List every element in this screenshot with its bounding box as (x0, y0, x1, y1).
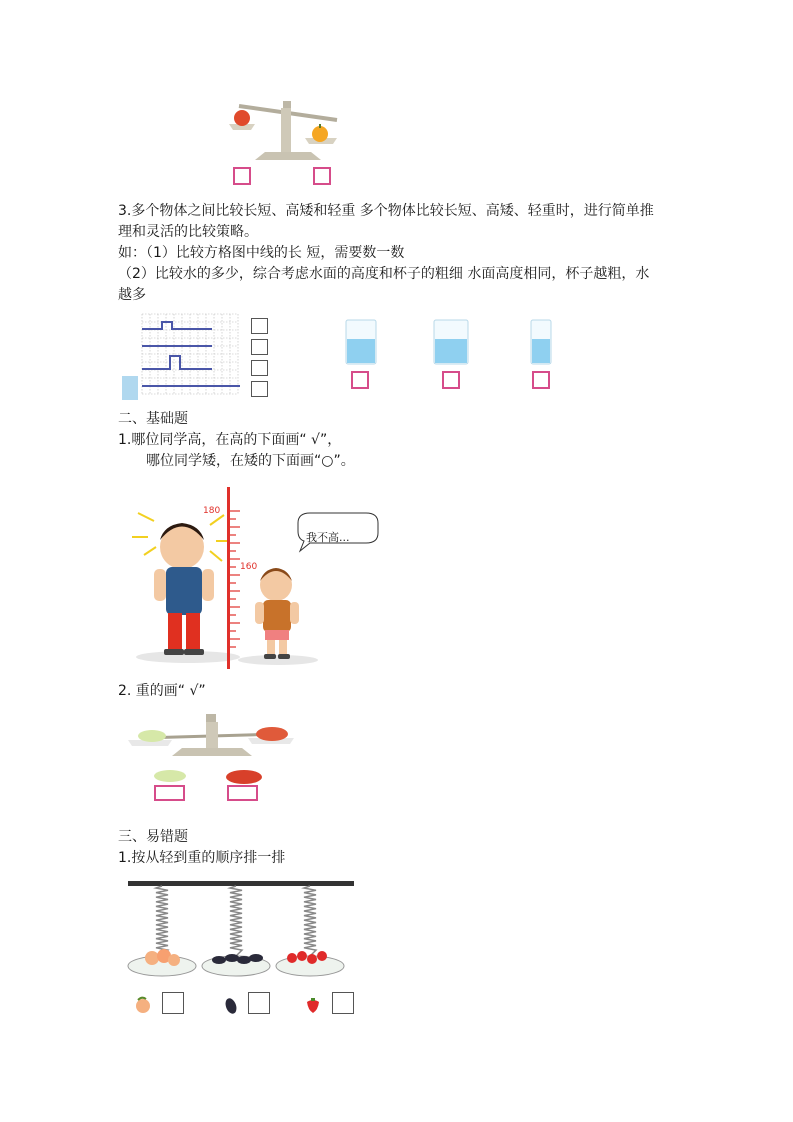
error-heading: 三、易错题 (118, 829, 188, 845)
example2-line1: （2）比较水的多少，综合考虑水面的高度和杯子的粗细 水面高度相同，杯子越粗，水 (118, 266, 650, 282)
grid-line-comparison (122, 314, 244, 400)
cup-wide-short (345, 319, 377, 365)
basic-q2: 2. 重的画“ √” (118, 683, 206, 699)
point3-line2: 理和灵活的比较策略。 (118, 224, 258, 240)
spring-scales-illustration (124, 878, 356, 978)
eggplant-answer-box[interactable] (248, 992, 270, 1014)
error-q1: 1.按从轻到重的顺序排一排 (118, 850, 286, 866)
cup-narrow (530, 319, 552, 365)
cup-widest (433, 319, 469, 365)
answer-box-orange[interactable] (313, 167, 331, 185)
peach-icon (132, 996, 154, 1014)
vegetable-answer-box-1[interactable] (154, 785, 185, 801)
strawberry-icon (304, 996, 322, 1014)
balance-scale-vegetables (122, 712, 302, 812)
speech-bubble-text: 我不高... (306, 531, 350, 544)
answer-box-apple[interactable] (233, 167, 251, 185)
example2-line2: 越多 (118, 287, 146, 303)
grid-answer-box-1[interactable] (251, 318, 268, 334)
example1: 如：（1）比较方格图中线的长 短，需要数一数 (118, 245, 405, 261)
eggplant-icon (219, 995, 241, 1015)
ruler-label-160: 160 (240, 562, 258, 572)
cup-answer-box-3[interactable] (532, 371, 550, 389)
peach-answer-box[interactable] (162, 992, 184, 1014)
height-comparison-illustration (130, 485, 380, 670)
grid-answer-box-3[interactable] (251, 360, 268, 376)
basic-q1-line1: 1.哪位同学高，在高的下面画“ √”， (118, 432, 342, 448)
cup-answer-box-1[interactable] (351, 371, 369, 389)
balance-scale-apple-orange (225, 98, 355, 163)
vegetable-answer-box-2[interactable] (227, 785, 258, 801)
point3-line1: 3.多个物体之间比较长短、高矮和轻重 多个物体比较长短、高矮、轻重时，进行简单推 (118, 203, 654, 219)
strawberry-answer-box[interactable] (332, 992, 354, 1014)
grid-answer-box-4[interactable] (251, 381, 268, 397)
cup-answer-box-2[interactable] (442, 371, 460, 389)
basic-heading: 二、基础题 (118, 411, 188, 427)
grid-answer-box-2[interactable] (251, 339, 268, 355)
ruler-label-180: 180 (203, 506, 221, 516)
basic-q1-line2: 哪位同学矮，在矮的下面画“○”。 (146, 453, 355, 469)
